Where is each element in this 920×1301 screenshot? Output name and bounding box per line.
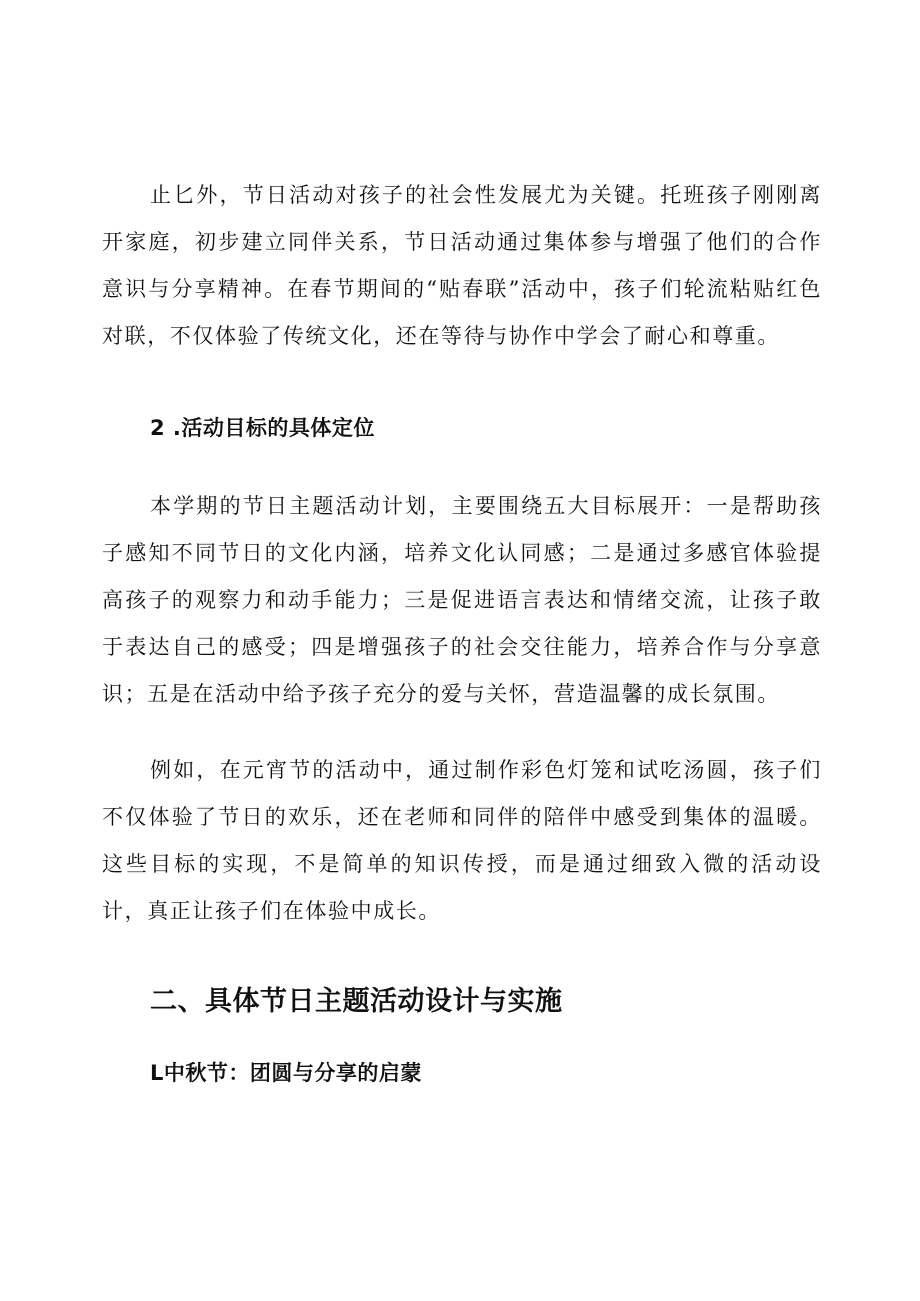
heading-section-two: 二、具体节日主题活动设计与实施 [150, 986, 563, 1017]
heading-activity-goals: 2 .活动目标的具体定位 [150, 416, 375, 440]
heading-mid-autumn: L中秋节：团圆与分享的启蒙 [150, 1061, 422, 1085]
paragraph-five-goals: 本学期的节日主题活动计划，主要围绕五大目标展开：一是帮助孩子感知不同节日的文化内涵，培养文化认同感；二是通过多感官体验提高孩子的观察力和动手能力；三是促进语言表达和情绪交流，让孩子敢于表达自己的感受；四是增强孩子的社会交往能力，培养合作与分享意识；五是在活动中给予孩子充分的爱与关怀，营造温馨的成长氛围。 [102, 494, 822, 706]
paragraph-lantern-example: 例如，在元宵节的活动中，通过制作彩色灯笼和试吃汤圆，孩子们不仅体验了节日的欢乐，还在老师和同伴的陪伴中感受到集体的温暖。这些目标的实现，不是简单的知识传授，而是通过细致入微的活动设计，真正让孩子们在体验中成长。 [102, 758, 822, 923]
paragraph-social-development: 止匕外，节日活动对孩子的社会性发展尤为关键。托班孩子刚刚离开家庭，初步建立同伴关系，节日活动通过集体参与增强了他们的合作意识与分享精神。在春节期间的“贴春联”活动中，孩子们轮流粘贴红色对联，不仅体验了传统文化，还在等待与协作中学会了耐心和尊重。 [102, 183, 822, 348]
